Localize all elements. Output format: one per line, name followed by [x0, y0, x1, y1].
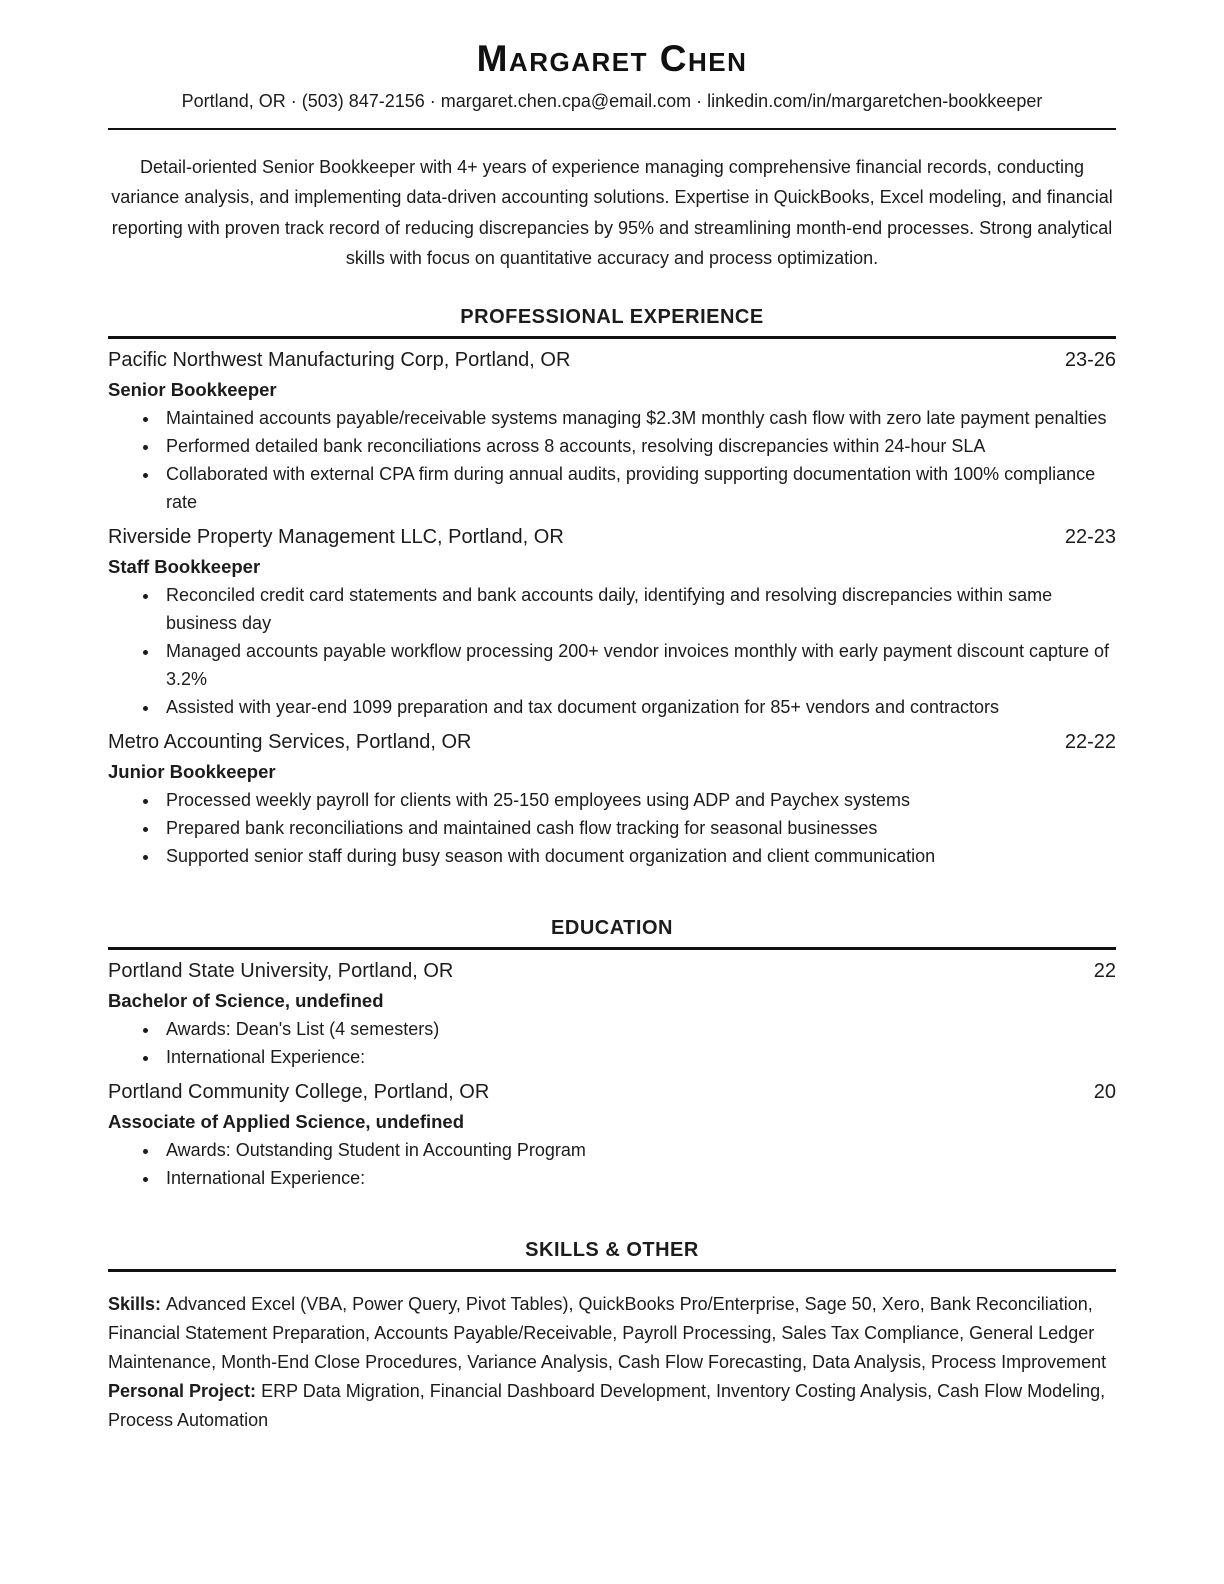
school-dates: 20 — [1093, 1080, 1116, 1103]
section-skills — [108, 1238, 1116, 1435]
contact-line: Portland, OR · (503) 847-2156 · margaret.chen.cpa@email.com · linkedin.com/in/margaretchen-bookkeeper — [181, 90, 1043, 111]
company-name: Pacific Northwest Manufacturing Corp, Portland, OR — [108, 348, 571, 371]
skills-label: Skills: — [108, 1293, 162, 1314]
degree-title: Bachelor of Science, undefined — [108, 989, 384, 1011]
section-title-experience: PROFESSIONAL EXPERIENCE — [108, 305, 1116, 339]
job-bullet-list — [108, 581, 1116, 721]
skills-text: Advanced Excel (VBA, Power Query, Pivot Tables), QuickBooks Pro/Enterprise, Sage 50, Xero, Bank Reconciliation, Financial Statement Preparation, Accounts Payable/Receivable, Payroll Processing, Sales Tax Compliance, General Ledger Maintenance, Month-End Close Procedures, Variance Analysis, Cash Flow Forecasting, Data Analysis, Process Improvement — [108, 1293, 1107, 1372]
job-bullet: • Supported senior staff during busy season with document organization and client communication — [160, 842, 1116, 870]
company-name: Riverside Property Management LLC, Portland, OR — [108, 525, 564, 548]
job-bullet: • Prepared bank reconciliations and maintained cash flow tracking for seasonal businesses — [160, 814, 1116, 842]
summary-paragraph: Detail-oriented Senior Bookkeeper with 4+ years of experience managing comprehensive financial records, conducting variance analysis, and implementing data-driven accounting solutions. Expertise in QuickBooks, Excel modeling, and financial reporting with proven track record of reducing discrepancies by 95% and streamlining month-end processes. Strong analytical skills with focus on quantitative accuracy and process optimization. — [111, 156, 1113, 269]
job-dates: 22-22 — [1064, 730, 1116, 753]
personal-project-text: ERP Data Migration, Financial Dashboard Development, Inventory Costing Analysis, Cash Flow Modeling, Process Automation — [108, 1380, 1106, 1430]
job-bullet-list — [108, 404, 1116, 516]
degree-title: Associate of Applied Science, undefined — [108, 1110, 465, 1132]
resume-header — [108, 38, 1116, 114]
school-bullet-list — [108, 1015, 1116, 1071]
section-experience — [108, 305, 1116, 870]
school-name: Portland Community College, Portland, OR — [108, 1080, 490, 1103]
job-entry-head — [108, 523, 1116, 552]
job-bullet: • Reconciled credit card statements and bank accounts daily, identifying and resolving discrepancies within same business day — [160, 581, 1116, 637]
section-title-skills: SKILLS & OTHER — [108, 1238, 1116, 1272]
job-dates: 22-23 — [1064, 525, 1116, 548]
header-divider — [108, 128, 1116, 130]
school-bullet-list — [108, 1136, 1116, 1192]
school-entry-head — [108, 957, 1116, 986]
job-title: Junior Bookkeeper — [108, 760, 276, 782]
section-title-education: EDUCATION — [108, 916, 1116, 950]
school-bullet: • International Experience: — [160, 1043, 1116, 1071]
job-bullet: • Performed detailed bank reconciliations across 8 accounts, resolving discrepancies within 24-hour SLA — [160, 432, 1116, 460]
candidate-name: Margaret Chen — [476, 38, 748, 79]
school-bullet: • Awards: Dean's List (4 semesters) — [160, 1015, 1116, 1043]
company-name: Metro Accounting Services, Portland, OR — [108, 730, 472, 753]
job-bullet: • Managed accounts payable workflow processing 200+ vendor invoices monthly with early payment discount capture of 3.2% — [160, 637, 1116, 693]
school-bullet: • International Experience: — [160, 1164, 1116, 1192]
job-title: Staff Bookkeeper — [108, 555, 261, 577]
section-education — [108, 916, 1116, 1192]
personal-project-label: Personal Project: — [108, 1380, 257, 1401]
job-entry-head — [108, 346, 1116, 375]
job-bullet: • Assisted with year-end 1099 preparation and tax document organization for 85+ vendors and contractors — [160, 693, 1116, 721]
job-bullet: • Collaborated with external CPA firm during annual audits, providing supporting documentation with 100% compliance rate — [160, 460, 1116, 516]
job-title: Senior Bookkeeper — [108, 378, 277, 400]
job-dates: 23-26 — [1064, 348, 1116, 371]
job-bullet: • Processed weekly payroll for clients with 25-150 employees using ADP and Paychex systems — [160, 786, 1116, 814]
job-bullet-list — [108, 786, 1116, 870]
personal-project-line — [108, 1377, 1116, 1435]
skills-line — [108, 1290, 1116, 1377]
job-bullet: • Maintained accounts payable/receivable systems managing $2.3M monthly cash flow with zero late payment penalties — [160, 404, 1116, 432]
school-name: Portland State University, Portland, OR — [108, 959, 454, 982]
school-entry-head — [108, 1078, 1116, 1107]
school-dates: 22 — [1093, 959, 1116, 982]
skills-block — [108, 1290, 1116, 1435]
school-bullet: • Awards: Outstanding Student in Accounting Program — [160, 1136, 1116, 1164]
job-entry-head — [108, 728, 1116, 757]
